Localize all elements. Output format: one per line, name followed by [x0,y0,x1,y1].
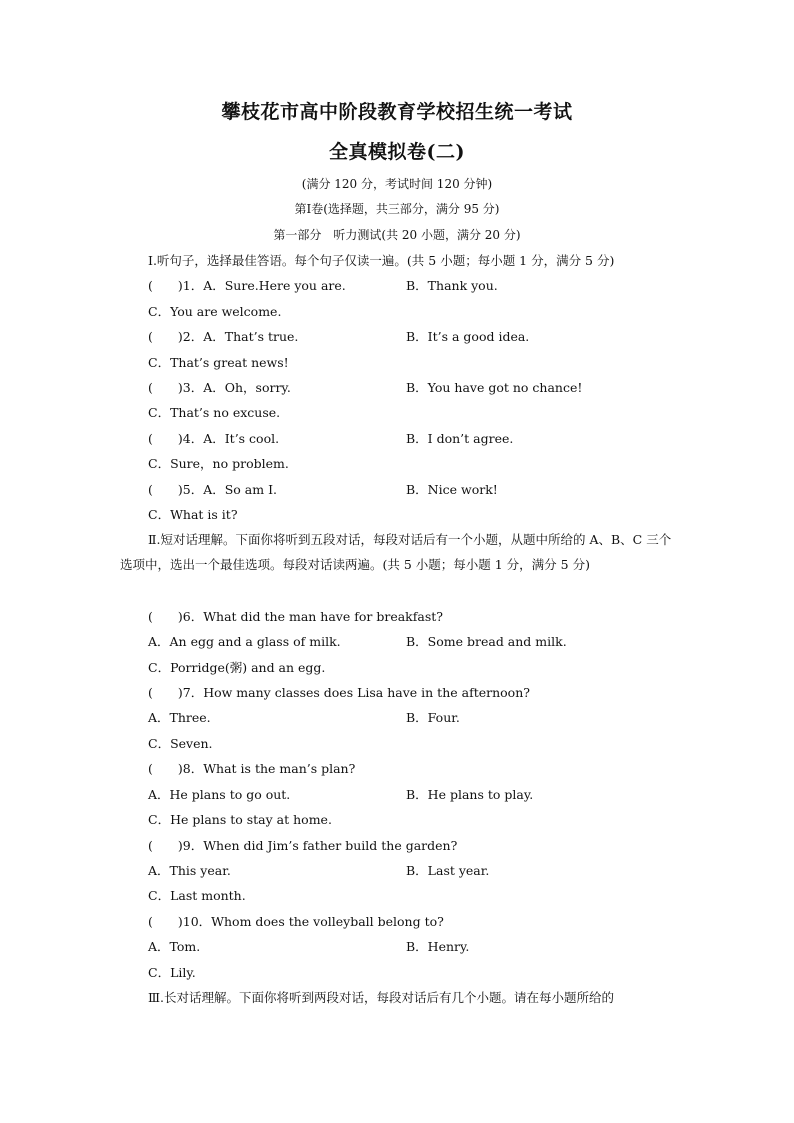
question-4 [148,429,688,447]
question-5 [148,480,688,498]
question-4-option-b: B．I don’t agree. [406,431,514,446]
question-9-options-ab [148,861,688,879]
question-8-option-a: A．He plans to go out. [148,787,291,802]
question-9-stem: ( )9．When did Jim’s father build the garden? [148,838,458,853]
question-7-options-ab [148,708,688,726]
question-6-stem: ( )6．What did the man have for breakfast? [148,609,443,624]
question-7-stem: ( )7．How many classes does Lisa have in the afternoon? [148,685,530,700]
part-heading: 第一部分 听力测试(共 20 小题，满分 20 分) [273,228,521,242]
section3-instruction: Ⅲ.长对话理解。下面你将听到两段对话，每段对话后有几个小题。请在每小题所给的 [148,990,615,1005]
volume-heading: 第Ⅰ卷(选择题，共三部分，满分 95 分) [294,202,500,216]
exam-title: 攀枝花市高中阶段教育学校招生统一考试 [221,101,573,123]
question-5-option-b: B．Nice work! [406,482,498,497]
question-6-option-b: B．Some bread and milk. [406,634,567,649]
exam-subtitle: 全真模拟卷(二) [329,141,465,163]
question-3 [148,378,688,396]
question-10-option-b: B．Henry. [406,939,470,954]
question-8-options-ab [148,785,688,803]
question-4-stem: ( )4．A．It’s cool. [148,431,280,446]
question-3-stem: ( )3．A．Oh，sorry. [148,380,291,395]
question-8-option-c: C．He plans to stay at home. [148,812,332,827]
question-2-option-c: C．That’s great news! [148,355,289,370]
question-2-option-b: B．It’s a good idea. [406,329,530,344]
question-9-option-b: B．Last year. [406,863,490,878]
question-1-option-c: C．You are welcome. [148,304,282,319]
question-1 [148,276,688,294]
question-6-option-c: C．Porridge(粥) and an egg. [148,660,326,675]
question-10-option-c: C．Lily. [148,965,196,980]
question-2 [148,327,688,345]
question-7-option-b: B．Four. [406,710,460,725]
exam-info: (满分 120 分，考试时间 120 分钟) [301,177,493,191]
question-3-option-b: B．You have got no chance! [406,380,583,395]
question-7-option-a: A．Three. [148,710,211,725]
question-8-stem: ( )8．What is the man’s plan? [148,761,356,776]
question-4-option-c: C．Sure，no problem. [148,456,289,471]
question-6-option-a: A．An egg and a glass of milk. [148,634,341,649]
question-10-options-ab [148,937,688,955]
question-2-stem: ( )2．A．That’s true. [148,329,299,344]
section2-instruction: Ⅱ.短对话理解。下面你将听到五段对话，每段对话后有一个小题，从题中所给的 A、B、C 三个选项中，选出一个最佳选项。每段对话读两遍。(共 5 小题；每小题 1 分，满分 5 分) [120,532,672,572]
question-3-option-c: C．That’s no excuse. [148,405,281,420]
question-9-option-a: A．This year. [148,863,231,878]
question-7-option-c: C．Seven. [148,736,213,751]
section1-instruction: Ⅰ.听句子，选择最佳答语。每个句子仅读一遍。(共 5 小题；每小题 1 分，满分 5 分) [148,253,615,268]
question-10-option-a: A．Tom. [148,939,201,954]
question-1-option-b: B．Thank you. [406,278,498,293]
question-10-stem: ( )10．Whom does the volleyball belong to? [148,914,444,929]
question-6-options-ab [148,632,688,650]
question-5-option-c: C．What is it? [148,507,238,522]
question-8-option-b: B．He plans to play. [406,787,534,802]
question-9-option-c: C．Last month. [148,888,246,903]
question-1-stem: ( )1．A．Sure.Here you are. [148,278,346,293]
question-5-stem: ( )5．A．So am I. [148,482,277,497]
